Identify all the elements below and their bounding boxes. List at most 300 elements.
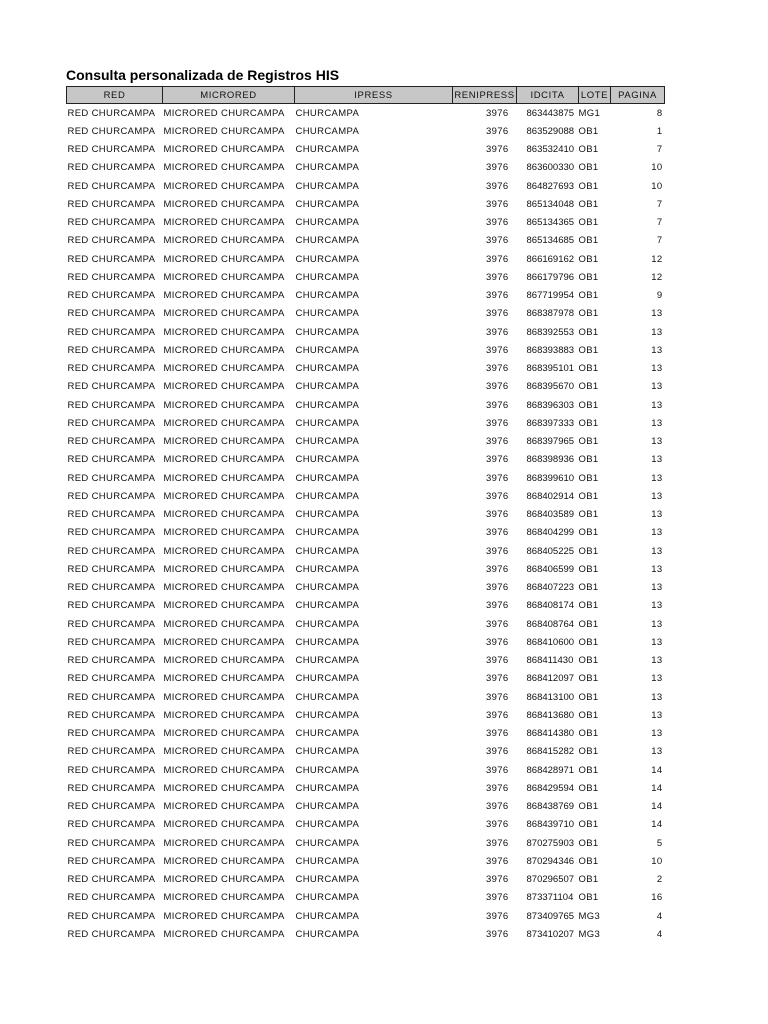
cell-pagina: 13 [651, 417, 663, 429]
cell-renipress: 3976 [485, 235, 509, 247]
table-row [67, 542, 665, 560]
cell-lote: OB1 [578, 819, 599, 831]
cell-renipress: 3976 [485, 125, 509, 137]
cell-ipress: CHURCAMPA [295, 326, 360, 338]
table-row [67, 469, 665, 487]
table-row [67, 798, 665, 816]
cell-renipress: 3976 [485, 892, 509, 904]
table-row [67, 122, 665, 140]
cell-renipress: 3976 [485, 746, 509, 758]
cell-renipress: 3976 [485, 308, 509, 320]
cell-red: RED CHURCAMPA [67, 417, 156, 429]
table-row [67, 633, 665, 651]
cell-microred: MICRORED CHURCAMPA [163, 892, 285, 904]
cell-renipress: 3976 [485, 271, 509, 283]
cell-ipress: CHURCAMPA [295, 801, 360, 813]
table-row [67, 159, 665, 177]
cell-lote: OB1 [578, 253, 599, 265]
cell-pagina: 14 [651, 801, 663, 813]
cell-lote: OB1 [578, 363, 599, 375]
cell-ipress: CHURCAMPA [295, 198, 360, 210]
cell-lote: OB1 [578, 600, 599, 612]
table-row [67, 506, 665, 524]
cell-lote: OB1 [578, 417, 599, 429]
cell-pagina: 14 [651, 782, 663, 794]
cell-renipress: 3976 [485, 728, 509, 740]
cell-lote: OB1 [578, 144, 599, 156]
cell-microred: MICRORED CHURCAMPA [163, 198, 285, 210]
cell-red: RED CHURCAMPA [67, 235, 156, 247]
cell-lote: MG1 [578, 107, 601, 119]
cell-ipress: CHURCAMPA [295, 363, 360, 375]
cell-red: RED CHURCAMPA [67, 107, 156, 119]
cell-ipress: CHURCAMPA [295, 728, 360, 740]
cell-lote: OB1 [578, 874, 599, 886]
cell-renipress: 3976 [485, 344, 509, 356]
table-row [67, 104, 665, 123]
cell-ipress: CHURCAMPA [295, 308, 360, 320]
cell-lote: OB1 [578, 308, 599, 320]
cell-idcita: 863443875 [526, 107, 575, 119]
cell-ipress: CHURCAMPA [295, 271, 360, 283]
table-row [67, 451, 665, 469]
cell-idcita: 868410600 [526, 636, 575, 648]
header-row [67, 87, 665, 104]
cell-pagina: 13 [651, 326, 663, 338]
column-header-red: RED [67, 87, 163, 104]
cell-lote: OB1 [578, 454, 599, 466]
cell-idcita: 873409765 [526, 910, 575, 922]
cell-ipress: CHURCAMPA [295, 144, 360, 156]
cell-pagina: 16 [651, 892, 663, 904]
table-row [67, 925, 665, 943]
cell-pagina: 7 [656, 144, 663, 156]
cell-renipress: 3976 [485, 764, 509, 776]
table-row [67, 305, 665, 323]
cell-microred: MICRORED CHURCAMPA [163, 344, 285, 356]
cell-renipress: 3976 [485, 253, 509, 265]
cell-lote: OB1 [578, 509, 599, 521]
cell-ipress: CHURCAMPA [295, 417, 360, 429]
cell-renipress: 3976 [485, 509, 509, 521]
cell-idcita: 868395670 [526, 381, 575, 393]
cell-idcita: 868397965 [526, 436, 575, 448]
cell-renipress: 3976 [485, 837, 509, 849]
cell-ipress: CHURCAMPA [295, 782, 360, 794]
cell-idcita: 873410207 [526, 928, 575, 940]
cell-idcita: 863600330 [526, 162, 575, 174]
cell-red: RED CHURCAMPA [67, 874, 156, 886]
cell-red: RED CHURCAMPA [67, 253, 156, 265]
cell-red: RED CHURCAMPA [67, 125, 156, 137]
cell-renipress: 3976 [485, 910, 509, 922]
cell-pagina: 13 [651, 344, 663, 356]
cell-pagina: 8 [656, 107, 663, 119]
cell-microred: MICRORED CHURCAMPA [163, 308, 285, 320]
cell-pagina: 13 [651, 381, 663, 393]
cell-pagina: 12 [651, 271, 663, 283]
cell-renipress: 3976 [485, 144, 509, 156]
cell-red: RED CHURCAMPA [67, 144, 156, 156]
cell-ipress: CHURCAMPA [295, 764, 360, 776]
cell-idcita: 868413100 [526, 691, 575, 703]
cell-renipress: 3976 [485, 527, 509, 539]
cell-lote: OB1 [578, 764, 599, 776]
cell-idcita: 865134685 [526, 235, 575, 247]
cell-microred: MICRORED CHURCAMPA [163, 910, 285, 922]
cell-ipress: CHURCAMPA [295, 910, 360, 922]
cell-microred: MICRORED CHURCAMPA [163, 691, 285, 703]
cell-red: RED CHURCAMPA [67, 454, 156, 466]
table-body [67, 104, 665, 944]
cell-microred: MICRORED CHURCAMPA [163, 874, 285, 886]
cell-lote: OB1 [578, 837, 599, 849]
cell-lote: OB1 [578, 344, 599, 356]
cell-lote: OB1 [578, 618, 599, 630]
cell-ipress: CHURCAMPA [295, 344, 360, 356]
cell-renipress: 3976 [485, 472, 509, 484]
table-row [67, 250, 665, 268]
cell-pagina: 13 [651, 308, 663, 320]
cell-idcita: 870294346 [526, 855, 575, 867]
cell-renipress: 3976 [485, 180, 509, 192]
table-row [67, 743, 665, 761]
cell-idcita: 873371104 [526, 892, 574, 904]
cell-lote: OB1 [578, 582, 599, 594]
cell-red: RED CHURCAMPA [67, 363, 156, 375]
table-row [67, 177, 665, 195]
cell-ipress: CHURCAMPA [295, 472, 360, 484]
cell-lote: OB1 [578, 746, 599, 758]
cell-idcita: 868402914 [526, 490, 575, 502]
cell-red: RED CHURCAMPA [67, 819, 156, 831]
cell-red: RED CHURCAMPA [67, 217, 156, 229]
cell-red: RED CHURCAMPA [67, 271, 156, 283]
cell-lote: MG3 [578, 910, 601, 922]
cell-red: RED CHURCAMPA [67, 855, 156, 867]
cell-microred: MICRORED CHURCAMPA [163, 837, 285, 849]
cell-pagina: 10 [651, 180, 663, 192]
cell-idcita: 868406599 [526, 563, 575, 575]
cell-red: RED CHURCAMPA [67, 618, 156, 630]
cell-microred: MICRORED CHURCAMPA [163, 107, 285, 119]
cell-renipress: 3976 [485, 655, 509, 667]
cell-idcita: 868405225 [526, 545, 575, 557]
cell-lote: OB1 [578, 436, 599, 448]
cell-lote: OB1 [578, 527, 599, 539]
cell-renipress: 3976 [485, 691, 509, 703]
cell-idcita: 866169162 [526, 253, 575, 265]
cell-red: RED CHURCAMPA [67, 600, 156, 612]
cell-ipress: CHURCAMPA [295, 746, 360, 758]
cell-microred: MICRORED CHURCAMPA [163, 217, 285, 229]
cell-idcita: 868404299 [526, 527, 575, 539]
cell-red: RED CHURCAMPA [67, 490, 156, 502]
table-row [67, 579, 665, 597]
cell-idcita: 867719954 [526, 290, 575, 302]
cell-pagina: 13 [651, 399, 663, 411]
cell-pagina: 13 [651, 363, 663, 375]
cell-ipress: CHURCAMPA [295, 399, 360, 411]
cell-renipress: 3976 [485, 198, 509, 210]
cell-pagina: 7 [656, 198, 663, 210]
cell-ipress: CHURCAMPA [295, 253, 360, 265]
cell-pagina: 12 [651, 253, 663, 265]
table-row [67, 487, 665, 505]
cell-red: RED CHURCAMPA [67, 655, 156, 667]
cell-renipress: 3976 [485, 819, 509, 831]
cell-lote: OB1 [578, 673, 599, 685]
table-row [67, 706, 665, 724]
cell-red: RED CHURCAMPA [67, 837, 156, 849]
cell-lote: OB1 [578, 490, 599, 502]
cell-pagina: 14 [651, 819, 663, 831]
cell-renipress: 3976 [485, 801, 509, 813]
table-row [67, 670, 665, 688]
cell-idcita: 868414380 [526, 728, 575, 740]
cell-renipress: 3976 [485, 709, 509, 721]
cell-renipress: 3976 [485, 545, 509, 557]
table-row [67, 323, 665, 341]
cell-idcita: 870275903 [526, 837, 575, 849]
table-row [67, 834, 665, 852]
cell-lote: OB1 [578, 271, 599, 283]
table-row [67, 725, 665, 743]
cell-renipress: 3976 [485, 436, 509, 448]
cell-microred: MICRORED CHURCAMPA [163, 436, 285, 448]
cell-red: RED CHURCAMPA [67, 326, 156, 338]
cell-microred: MICRORED CHURCAMPA [163, 417, 285, 429]
cell-idcita: 868398936 [526, 454, 575, 466]
cell-ipress: CHURCAMPA [295, 563, 360, 575]
cell-red: RED CHURCAMPA [67, 728, 156, 740]
cell-microred: MICRORED CHURCAMPA [163, 235, 285, 247]
cell-ipress: CHURCAMPA [295, 162, 360, 174]
cell-red: RED CHURCAMPA [67, 399, 156, 411]
cell-pagina: 13 [651, 527, 663, 539]
table-row [67, 652, 665, 670]
cell-idcita: 863532410 [526, 144, 575, 156]
cell-ipress: CHURCAMPA [295, 454, 360, 466]
cell-pagina: 13 [651, 636, 663, 648]
cell-red: RED CHURCAMPA [67, 162, 156, 174]
cell-microred: MICRORED CHURCAMPA [163, 399, 285, 411]
cell-ipress: CHURCAMPA [295, 545, 360, 557]
cell-idcita: 868428971 [526, 764, 575, 776]
cell-renipress: 3976 [485, 490, 509, 502]
cell-red: RED CHURCAMPA [67, 198, 156, 210]
cell-ipress: CHURCAMPA [295, 509, 360, 521]
cell-red: RED CHURCAMPA [67, 892, 156, 904]
cell-idcita: 868387978 [526, 308, 575, 320]
cell-microred: MICRORED CHURCAMPA [163, 144, 285, 156]
cell-ipress: CHURCAMPA [295, 618, 360, 630]
cell-idcita: 866179796 [526, 271, 575, 283]
cell-red: RED CHURCAMPA [67, 545, 156, 557]
table-row [67, 688, 665, 706]
table-row [67, 615, 665, 633]
records-table [66, 86, 665, 944]
cell-pagina: 13 [651, 673, 663, 685]
cell-red: RED CHURCAMPA [67, 180, 156, 192]
cell-lote: OB1 [578, 162, 599, 174]
cell-lote: OB1 [578, 399, 599, 411]
cell-ipress: CHURCAMPA [295, 290, 360, 302]
cell-lote: OB1 [578, 728, 599, 740]
cell-ipress: CHURCAMPA [295, 180, 360, 192]
cell-idcita: 868396303 [526, 399, 575, 411]
cell-renipress: 3976 [485, 417, 509, 429]
cell-idcita: 868412097 [526, 673, 575, 685]
column-header-pagina: PAGINA [611, 87, 665, 104]
report [66, 66, 664, 944]
cell-renipress: 3976 [485, 855, 509, 867]
cell-ipress: CHURCAMPA [295, 819, 360, 831]
cell-red: RED CHURCAMPA [67, 801, 156, 813]
table-row [67, 761, 665, 779]
cell-idcita: 868392553 [526, 326, 575, 338]
cell-pagina: 13 [651, 545, 663, 557]
cell-pagina: 13 [651, 691, 663, 703]
cell-microred: MICRORED CHURCAMPA [163, 764, 285, 776]
cell-pagina: 13 [651, 728, 663, 740]
cell-ipress: CHURCAMPA [295, 527, 360, 539]
cell-red: RED CHURCAMPA [67, 472, 156, 484]
cell-red: RED CHURCAMPA [67, 636, 156, 648]
cell-microred: MICRORED CHURCAMPA [163, 253, 285, 265]
cell-lote: OB1 [578, 217, 599, 229]
cell-microred: MICRORED CHURCAMPA [163, 162, 285, 174]
table-row [67, 597, 665, 615]
cell-red: RED CHURCAMPA [67, 709, 156, 721]
cell-idcita: 864827693 [526, 180, 575, 192]
table-row [67, 341, 665, 359]
cell-renipress: 3976 [485, 217, 509, 229]
cell-lote: OB1 [578, 326, 599, 338]
table-row [67, 560, 665, 578]
cell-idcita: 868397333 [526, 417, 575, 429]
cell-idcita: 863529088 [526, 125, 575, 137]
cell-pagina: 13 [651, 600, 663, 612]
cell-red: RED CHURCAMPA [67, 746, 156, 758]
table-row [67, 414, 665, 432]
cell-lote: OB1 [578, 782, 599, 794]
cell-red: RED CHURCAMPA [67, 673, 156, 685]
cell-microred: MICRORED CHURCAMPA [163, 582, 285, 594]
cell-lote: OB1 [578, 198, 599, 210]
table-row [67, 779, 665, 797]
cell-microred: MICRORED CHURCAMPA [163, 855, 285, 867]
cell-microred: MICRORED CHURCAMPA [163, 326, 285, 338]
cell-idcita: 868413680 [526, 709, 575, 721]
cell-microred: MICRORED CHURCAMPA [163, 728, 285, 740]
cell-pagina: 13 [651, 582, 663, 594]
cell-renipress: 3976 [485, 673, 509, 685]
cell-microred: MICRORED CHURCAMPA [163, 673, 285, 685]
cell-microred: MICRORED CHURCAMPA [163, 709, 285, 721]
cell-microred: MICRORED CHURCAMPA [163, 527, 285, 539]
table-row [67, 852, 665, 870]
cell-ipress: CHURCAMPA [295, 874, 360, 886]
cell-lote: OB1 [578, 180, 599, 192]
table-row [67, 889, 665, 907]
cell-ipress: CHURCAMPA [295, 709, 360, 721]
cell-pagina: 13 [651, 436, 663, 448]
cell-idcita: 868408174 [526, 600, 575, 612]
table-row [67, 433, 665, 451]
cell-microred: MICRORED CHURCAMPA [163, 509, 285, 521]
cell-renipress: 3976 [485, 600, 509, 612]
table-row [67, 396, 665, 414]
cell-idcita: 865134048 [526, 198, 575, 210]
column-header-lote: LOTE [579, 87, 611, 104]
cell-pagina: 5 [656, 837, 663, 849]
table-row [67, 907, 665, 925]
cell-ipress: CHURCAMPA [295, 490, 360, 502]
cell-lote: MG3 [578, 928, 601, 940]
cell-lote: OB1 [578, 381, 599, 393]
cell-lote: OB1 [578, 892, 599, 904]
cell-pagina: 13 [651, 490, 663, 502]
cell-red: RED CHURCAMPA [67, 928, 156, 940]
cell-ipress: CHURCAMPA [295, 125, 360, 137]
cell-lote: OB1 [578, 709, 599, 721]
cell-pagina: 13 [651, 563, 663, 575]
cell-pagina: 7 [656, 217, 663, 229]
cell-red: RED CHURCAMPA [67, 381, 156, 393]
cell-red: RED CHURCAMPA [67, 509, 156, 521]
cell-ipress: CHURCAMPA [295, 655, 360, 667]
cell-ipress: CHURCAMPA [295, 636, 360, 648]
table-row [67, 268, 665, 286]
cell-microred: MICRORED CHURCAMPA [163, 600, 285, 612]
cell-renipress: 3976 [485, 381, 509, 393]
cell-renipress: 3976 [485, 582, 509, 594]
cell-idcita: 868399610 [526, 472, 575, 484]
table-row [67, 871, 665, 889]
cell-pagina: 13 [651, 709, 663, 721]
cell-pagina: 10 [651, 162, 663, 174]
cell-renipress: 3976 [485, 618, 509, 630]
table-row [67, 214, 665, 232]
cell-microred: MICRORED CHURCAMPA [163, 655, 285, 667]
cell-microred: MICRORED CHURCAMPA [163, 125, 285, 137]
cell-pagina: 7 [656, 235, 663, 247]
table-row [67, 195, 665, 213]
cell-red: RED CHURCAMPA [67, 308, 156, 320]
cell-ipress: CHURCAMPA [295, 582, 360, 594]
cell-lote: OB1 [578, 472, 599, 484]
cell-microred: MICRORED CHURCAMPA [163, 928, 285, 940]
cell-pagina: 4 [656, 910, 663, 922]
report-title: Consulta personalizada de Registros HIS [66, 67, 340, 83]
table-row [67, 378, 665, 396]
cell-idcita: 868415282 [526, 746, 575, 758]
table-row [67, 816, 665, 834]
cell-lote: OB1 [578, 125, 599, 137]
table-row [67, 287, 665, 305]
column-header-idcita: IDCITA [517, 87, 579, 104]
cell-lote: OB1 [578, 636, 599, 648]
cell-ipress: CHURCAMPA [295, 381, 360, 393]
cell-renipress: 3976 [485, 290, 509, 302]
cell-red: RED CHURCAMPA [67, 691, 156, 703]
cell-idcita: 868407223 [526, 582, 575, 594]
cell-red: RED CHURCAMPA [67, 764, 156, 776]
table-header [67, 87, 665, 104]
cell-idcita: 868408764 [526, 618, 575, 630]
cell-lote: OB1 [578, 563, 599, 575]
